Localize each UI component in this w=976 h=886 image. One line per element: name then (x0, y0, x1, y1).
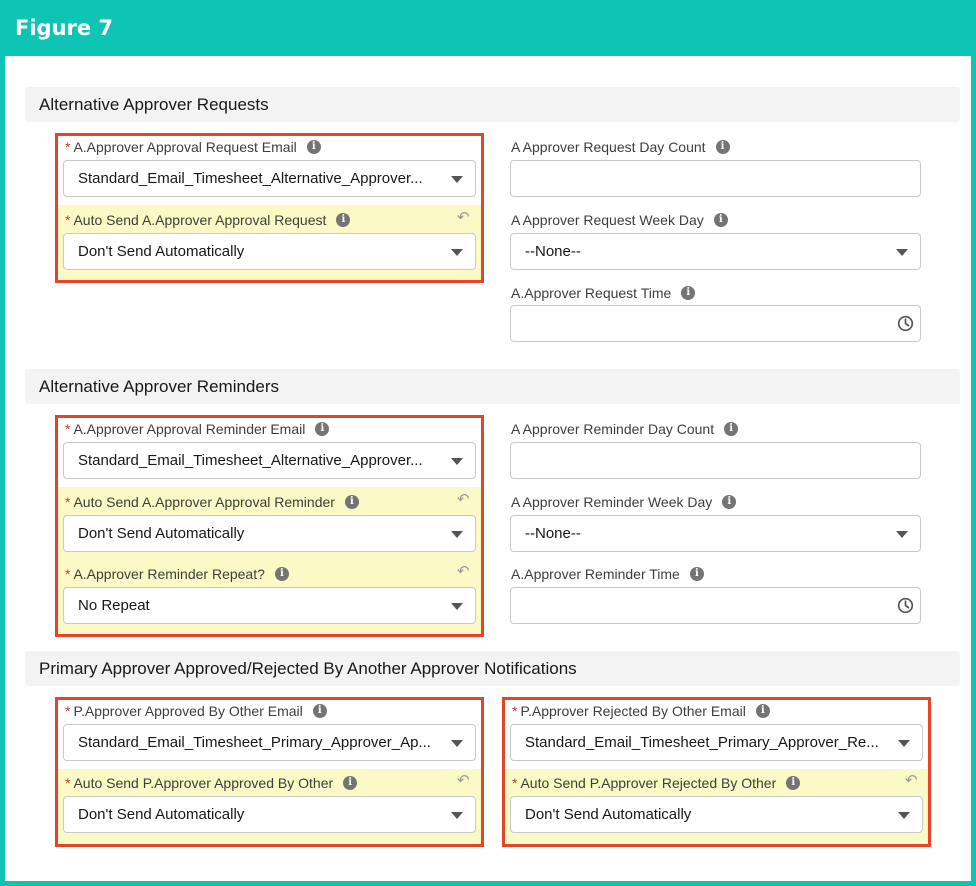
field-label: * Auto Send A.Approver Approval Request i (65, 210, 350, 230)
reminder-week-day-select[interactable]: --None-- (510, 515, 921, 552)
request-day-count-input[interactable] (510, 160, 921, 197)
section-title: Alternative Approver Requests (39, 95, 269, 114)
required-marker: * (65, 494, 71, 510)
field-label: A.Approver Reminder Time i (511, 564, 704, 584)
section-title: Alternative Approver Reminders (39, 377, 280, 396)
request-email-select[interactable]: Standard_Email_Timesheet_Alternative_Approver... (63, 160, 476, 197)
chevron-down-icon[interactable] (896, 531, 908, 538)
field-label: A Approver Request Week Day i (511, 210, 728, 230)
request-week-day-select[interactable]: --None-- (510, 233, 921, 270)
clock-icon[interactable] (897, 597, 914, 614)
info-icon[interactable]: i (336, 213, 350, 227)
approved-by-other-email-select[interactable]: Standard_Email_Timesheet_Primary_Approver_Ap... (63, 724, 476, 761)
chevron-down-icon[interactable] (898, 812, 910, 819)
info-icon[interactable]: i (724, 422, 738, 436)
field-label: A Approver Reminder Day Count i (511, 419, 738, 439)
field-label: * Auto Send P.Approver Rejected By Other i (512, 773, 800, 793)
request-time-input[interactable] (510, 305, 921, 342)
rejected-by-other-email-select[interactable]: Standard_Email_Timesheet_Primary_Approver_Re... (510, 724, 923, 761)
info-icon[interactable]: i (307, 140, 321, 154)
field-label: * A.Approver Reminder Repeat? i (65, 564, 289, 584)
section-header-reminders[interactable] (25, 369, 960, 404)
field-label: * Auto Send P.Approver Approved By Other i (65, 773, 357, 793)
chevron-down-icon[interactable] (451, 176, 463, 183)
field-label: * A.Approver Approval Reminder Email i (65, 419, 329, 439)
undo-icon[interactable]: ↶ (905, 772, 918, 789)
info-icon[interactable]: i (343, 776, 357, 790)
required-marker: * (512, 775, 518, 791)
chevron-down-icon[interactable] (451, 603, 463, 610)
section-header-notifications[interactable] (25, 651, 960, 686)
info-icon[interactable]: i (722, 495, 736, 509)
figure-header (5, 5, 971, 56)
info-icon[interactable]: i (681, 286, 695, 300)
required-marker: * (65, 566, 71, 582)
auto-send-approved-select[interactable]: Don't Send Automatically (63, 796, 476, 833)
chevron-down-icon[interactable] (451, 812, 463, 819)
undo-icon[interactable]: ↶ (457, 491, 470, 508)
chevron-down-icon[interactable] (451, 249, 463, 256)
info-icon[interactable]: i (690, 567, 704, 581)
undo-icon[interactable]: ↶ (457, 563, 470, 580)
required-marker: * (65, 421, 71, 437)
field-label: A Approver Reminder Week Day i (511, 492, 736, 512)
chevron-down-icon[interactable] (451, 458, 463, 465)
field-label: * P.Approver Rejected By Other Email i (512, 701, 770, 721)
section-header-requests[interactable] (25, 87, 960, 122)
reminder-email-select[interactable]: Standard_Email_Timesheet_Alternative_Approver... (63, 442, 476, 479)
chevron-down-icon[interactable] (451, 531, 463, 538)
field-label: A.Approver Request Time i (511, 283, 695, 303)
info-icon[interactable]: i (714, 213, 728, 227)
required-marker: * (65, 212, 71, 228)
auto-send-request-select[interactable]: Don't Send Automatically (63, 233, 476, 270)
clock-icon[interactable] (897, 315, 914, 332)
field-label: * A.Approver Approval Request Email i (65, 137, 321, 157)
info-icon[interactable]: i (786, 776, 800, 790)
figure-title: Figure 7 (15, 16, 114, 40)
auto-send-rejected-select[interactable]: Don't Send Automatically (510, 796, 923, 833)
info-icon[interactable]: i (716, 140, 730, 154)
info-icon[interactable]: i (345, 495, 359, 509)
required-marker: * (65, 703, 71, 719)
field-label: * P.Approver Approved By Other Email i (65, 701, 327, 721)
undo-icon[interactable]: ↶ (457, 772, 470, 789)
section-title: Primary Approver Approved/Rejected By Another Approver Notifications (39, 659, 577, 678)
required-marker: * (512, 703, 518, 719)
info-icon[interactable]: i (756, 704, 770, 718)
field-label: A Approver Request Day Count i (511, 137, 730, 157)
undo-icon[interactable]: ↶ (457, 209, 470, 226)
chevron-down-icon[interactable] (896, 249, 908, 256)
info-icon[interactable]: i (315, 422, 329, 436)
reminder-time-input[interactable] (510, 587, 921, 624)
chevron-down-icon[interactable] (898, 740, 910, 747)
reminder-repeat-select[interactable]: No Repeat (63, 587, 476, 624)
auto-send-reminder-select[interactable]: Don't Send Automatically (63, 515, 476, 552)
required-marker: * (65, 139, 71, 155)
field-label: * Auto Send A.Approver Approval Reminder i (65, 492, 359, 512)
chevron-down-icon[interactable] (451, 740, 463, 747)
info-icon[interactable]: i (275, 567, 289, 581)
info-icon[interactable]: i (313, 704, 327, 718)
reminder-day-count-input[interactable] (510, 442, 921, 479)
required-marker: * (65, 775, 71, 791)
